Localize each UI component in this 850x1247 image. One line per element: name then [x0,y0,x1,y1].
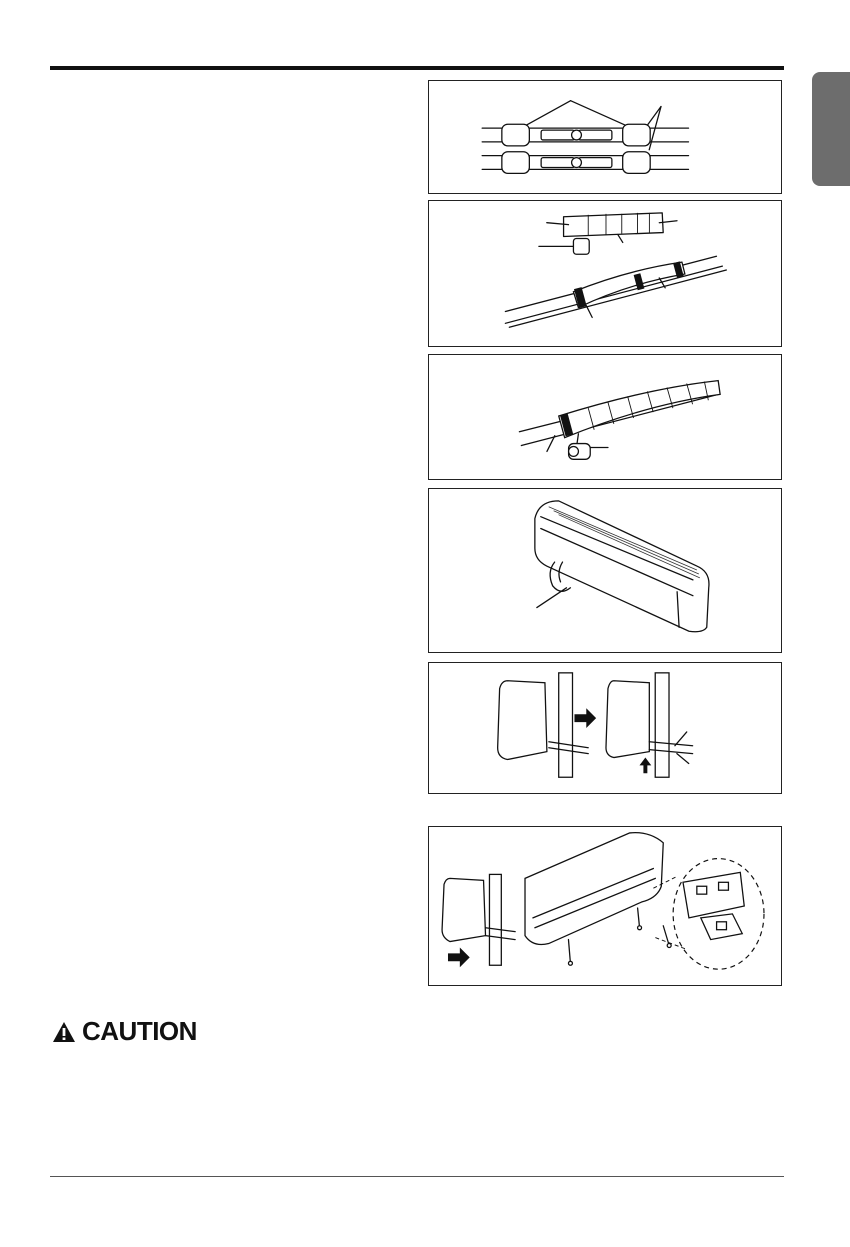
installation-plate-drawing [429,827,781,985]
wall-mount-figure [428,662,782,794]
caution-heading [52,1016,197,1047]
installation-plate-figure [428,826,782,986]
caution-label: CAUTION [82,1016,197,1046]
pipe-connection-figure [428,80,782,194]
top-rule [50,66,784,70]
indoor-unit-drawing [429,489,781,652]
taping-drawing [429,201,781,346]
tape-wrap-drawing [429,355,781,479]
wall-mount-drawing [429,663,781,793]
language-side-tab [812,72,850,186]
pipe-connection-drawing [429,81,781,193]
warning-triangle-icon [52,1021,76,1043]
indoor-unit-piping-figure [428,488,782,653]
tape-wrap-figure [428,354,782,480]
bottom-rule [50,1176,784,1177]
taping-figure [428,200,782,347]
